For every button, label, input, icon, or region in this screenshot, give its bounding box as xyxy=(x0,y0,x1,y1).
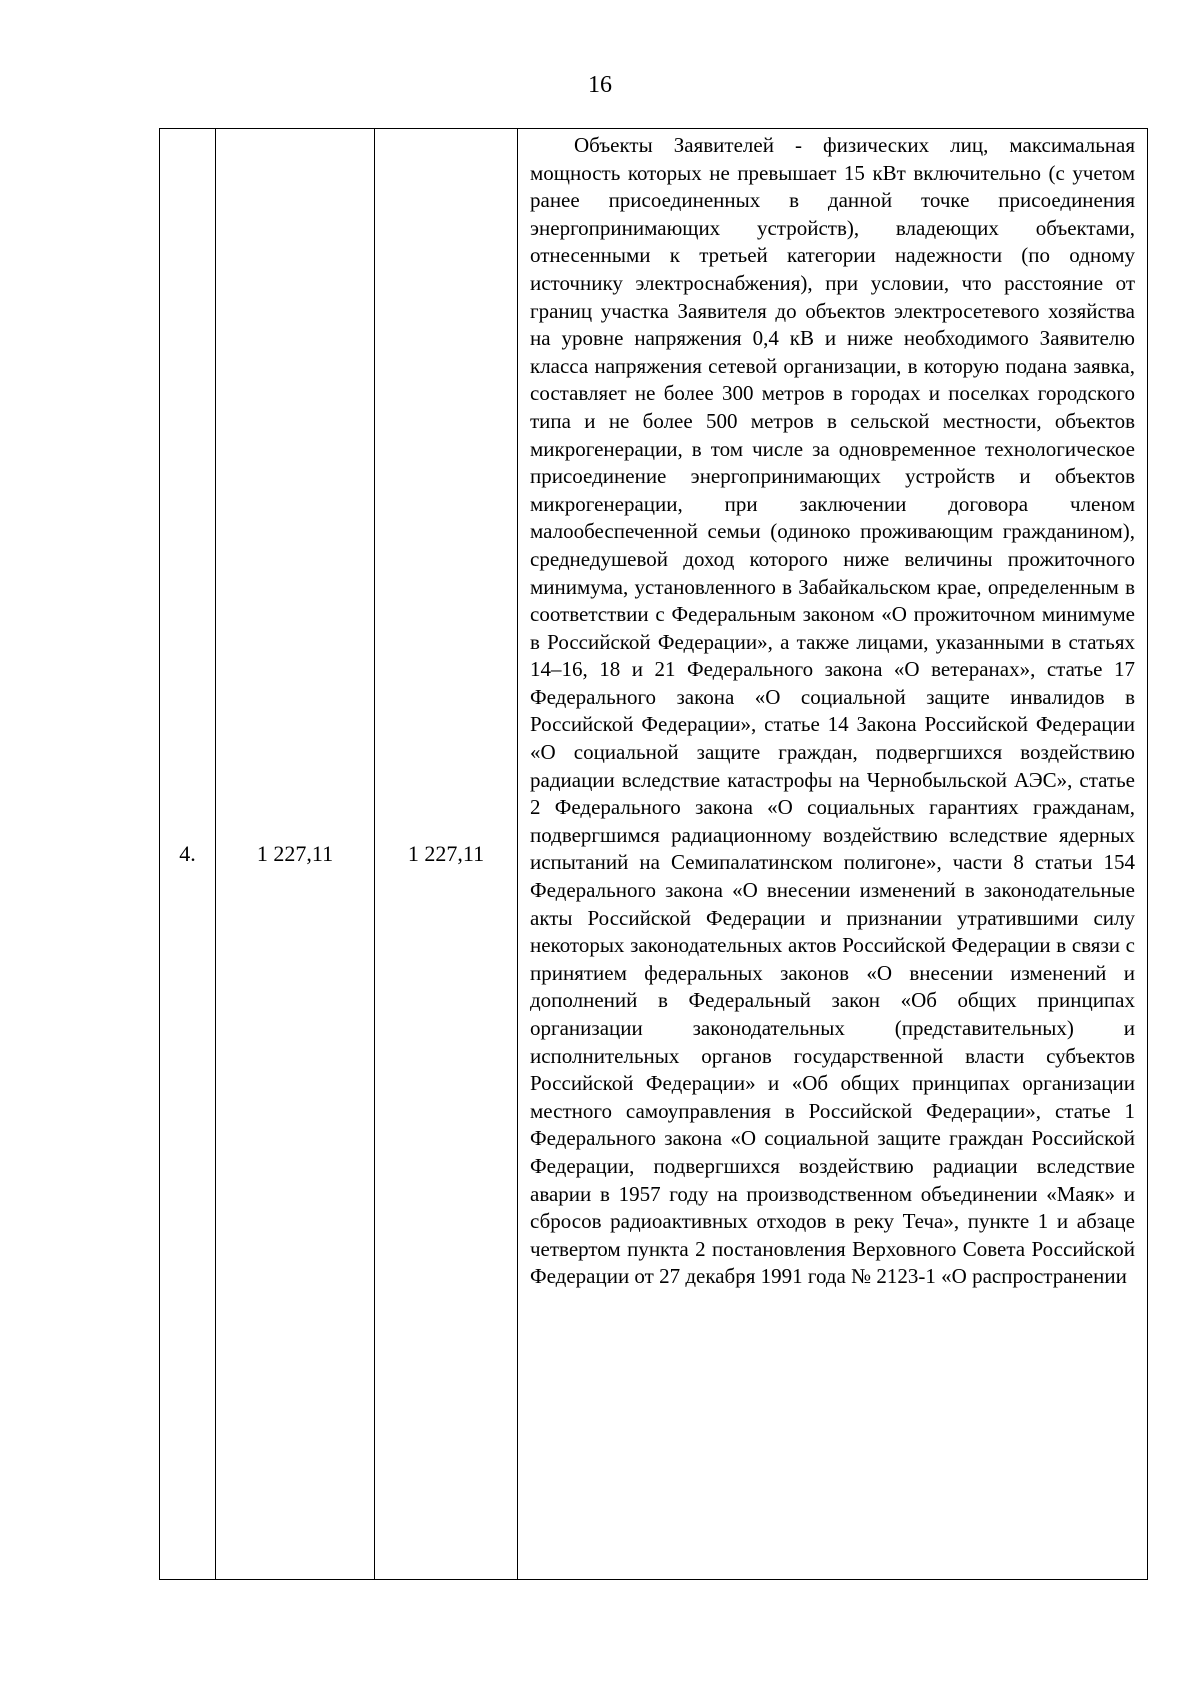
rate-value-2: 1 227,11 xyxy=(407,841,485,866)
page-number: 16 xyxy=(588,72,612,98)
description-text: Объекты Заявителей - физических лиц, максимальная мощность которых не превышает 15 кВт включительно (с учетом ранее присоединенных в данной точке присоединения энергопринимающих устройств), владеющих объектами, отнесенными к третьей категории надежности (по одному источнику электроснабжения), при условии, что расстояние от границ участка Заявителя до объектов электросетевого хозяйства на уровне напряжения 0,4 кВ и ниже необходимого Заявителю класса напряжения сетевой организации, в которую подана заявка, составляет не более 300 метров в городах и поселках городского типа и не более 500 метров в сельской местности, объектов микрогенерации, в том числе за одновременное технологическое присоединение энергопринимающих устройств и объектов микрогенерации, при заключении договора членом малообеспеченной семьи (одиноко проживающим гражданином), среднедушевой доход которого ниже величины прожиточного минимума, установленного в Забайкальском крае, определенным в соответствии с Федеральным законом «О прожиточном минимуме в Российской Федерации», а также лицами, указанными в статьях 14–16, 18 и 21 Федерального закона «О ветеранах», статье 17 Федерального закона «О социальной защите инвалидов в Российской Федерации», статье 14 Закона Российской Федерации «О социальной защите граждан, подвергшихся воздействию радиации вследствие катастрофы на Чернобыльской АЭС», статье 2 Федерального закона «О социальных гарантиях гражданам, подвергшимся радиационному воздействию вследствие ядерных испытаний на Семипалатинском полигоне», части 8 статьи 154 Федерального закона «О внесении изменений в законодательные акты Российской Федерации и признании утратившими силу некоторых законодательных актов Российской Федерации в связи с принятием федеральных законов «О внесении изменений и дополнений в Федеральный закон «Об общих принципах организации законодательных (представительных) и исполнительных органов государственной власти субъектов Российской Федерации» и «Об общих принципах организации местного самоуправления в Российской Федерации», статье 1 Федерального закона «О социальной защите граждан Российской Федерации, подвергшихся воздействию радиации вследствие аварии в 1957 году на производственном объединении «Маяк» и сбросов радиоактивных отходов в реку Теча», пункте 1 и абзаце четвертом пункта 2 постановления Верховного Совета Российской Федерации от 27 декабря 1991 года № 2123-1 «О распространении xyxy=(530,133,1135,1289)
rate-value-1: 1 227,11 xyxy=(256,841,334,866)
tariff-table xyxy=(159,128,1148,1580)
description-cell xyxy=(518,129,1148,1580)
table-row xyxy=(160,129,1148,1580)
value-cell-2 xyxy=(375,129,518,1580)
value-cell-1 xyxy=(216,129,375,1580)
row-index: 4. xyxy=(179,841,196,866)
row-index-cell xyxy=(160,129,216,1580)
